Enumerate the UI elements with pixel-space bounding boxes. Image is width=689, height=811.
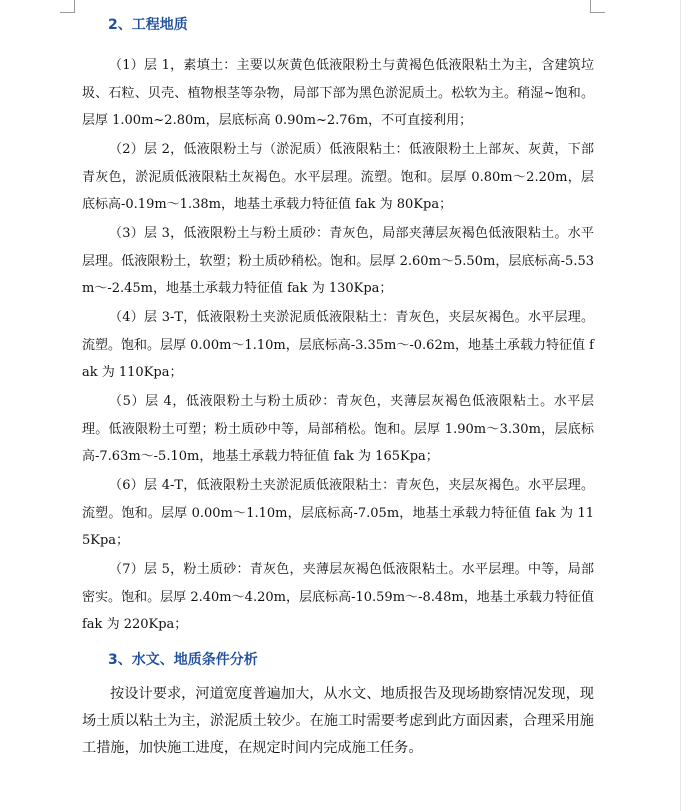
layer-paragraph-3: （3）层 3，低液限粉土与粉土质砂：青灰色，局部夹薄层灰褐色低液限粘土。水平层理。低液限粉土，软塑；粉土质砂稍松。饱和。层厚 2.60m～5.50m，层底标高-5.53m～-2.45m，地基土承载力特征值 fak 为 130Kpa； <box>82 226 594 296</box>
layer-paragraph-2: （2）层 2，低液限粉土与（淤泥质）低液限粘土：低液限粉土上部灰、灰黄，下部青灰色，淤泥质低液限粘土灰褐色。水平层理。流塑。饱和。层厚 0.80m～2.20m，层底标高-0.19m～1.38m，地基土承载力特征值 fak 为 80Kpa； <box>82 142 594 212</box>
layer-paragraph-1: （1）层 1，素填土：主要以灰黄色低液限粉土与黄褐色低液限粘土为主，含建筑垃圾、石粒、贝壳、植物根茎等杂物，局部下部为黑色淤泥质土。松软为主。稍湿~饱和。层厚 1.00m~2.80m，层底标高 0.90m~2.76m，不可直接利用； <box>82 58 594 128</box>
section-heading-engineering-geology: 2、工程地质 <box>108 17 188 33</box>
page-edge-rule <box>680 0 681 811</box>
crop-mark-top-right <box>590 0 605 13</box>
layer-paragraph-6: （6）层 4-T，低液限粉土夹淤泥质低液限粘土：青灰色，夹层灰褐色。水平层理。流塑。饱和。层厚 0.00m～1.10m，层底标高-7.05m，地基土承载力特征值 fak 为 115Kpa； <box>82 478 594 548</box>
analysis-paragraph: 按设计要求，河道宽度普遍加大，从水文、地质报告及现场勘察情况发现，现场土质以粘土为主，淤泥质土较少。在施工时需要考虑到此方面因素，合理采用施工措施，加快施工进度，在规定时间内完成施工任务。 <box>82 686 594 756</box>
section-heading-hydro-geology-analysis: 3、水文、地质条件分析 <box>108 652 258 668</box>
layer-paragraph-5: （5）层 4，低液限粉土与粉土质砂：青灰色，夹薄层灰褐色低液限粘土。水平层理。低液限粉土可塑；粉土质砂中等，局部稍松。饱和。层厚 1.90m～3.30m，层底标高-7.63m～-5.10m，地基土承载力特征值 fak 为 165Kpa； <box>82 394 594 464</box>
layer-paragraph-4: （4）层 3-T，低液限粉土夹淤泥质低液限粘土：青灰色，夹层灰褐色。水平层理。流塑。饱和。层厚 0.00m～1.10m，层底标高-3.35m～-0.62m，地基土承载力特征值 fak 为 110Kpa； <box>82 310 594 380</box>
layer-paragraph-7: （7）层 5，粉土质砂：青灰色，夹薄层灰褐色低液限粘土。水平层理。中等，局部密实。饱和。层厚 2.40m～4.20m，层底标高-10.59m～-8.48m，地基土承载力特征值 fak 为 220Kpa； <box>82 562 594 632</box>
crop-mark-top-left <box>60 0 75 13</box>
